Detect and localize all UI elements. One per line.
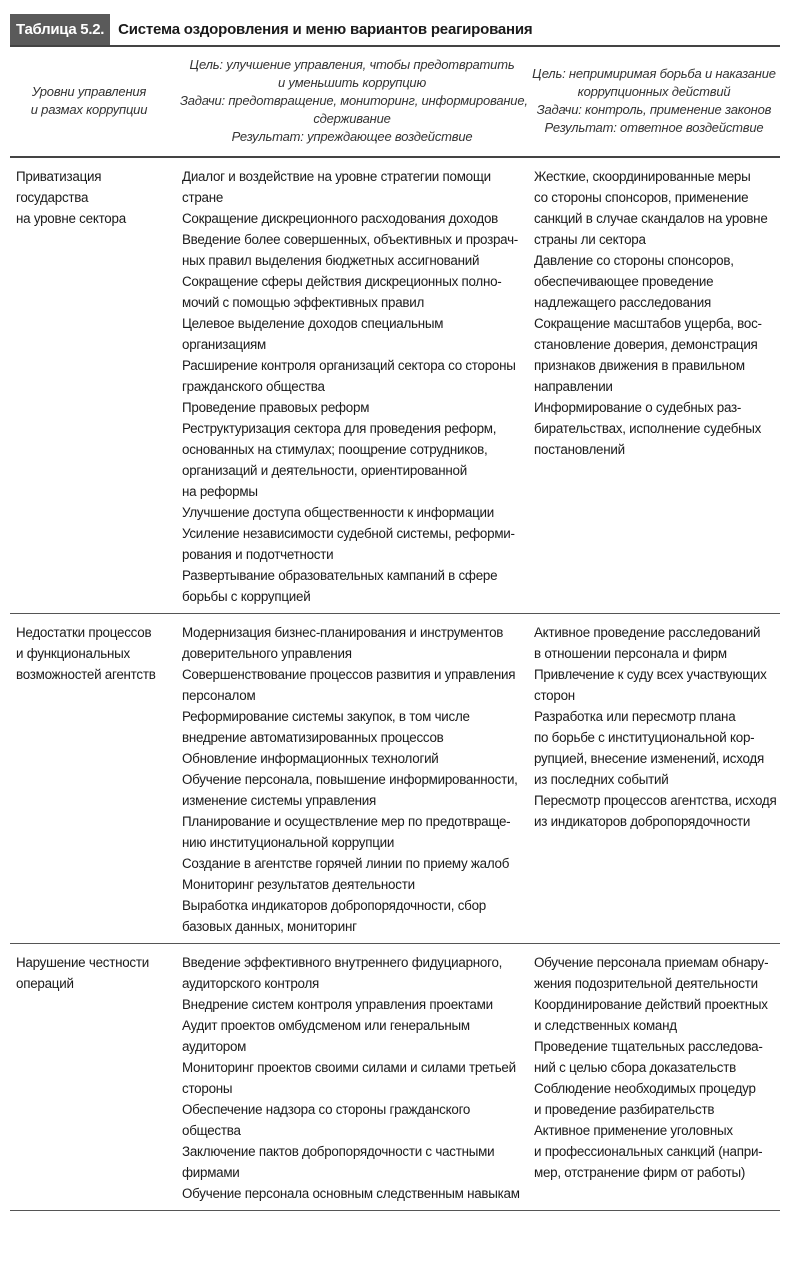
cell-line: Обновление информационных технологий xyxy=(182,751,439,766)
cell-line: Давление со стороны спонсоров, xyxy=(534,253,734,268)
responsive-measures-cell xyxy=(528,944,780,1211)
cell-line: становление доверия, демонстрация xyxy=(534,337,758,352)
header-line: Задачи: предотвращение, мониторинг, информирование, xyxy=(180,92,528,108)
cell-line: Привлечение к суду всех участвующих xyxy=(534,667,767,682)
header-line: и уменьшить коррупцию xyxy=(277,74,427,90)
cell-line: Жесткие, скоординированные меры xyxy=(534,169,751,184)
preventive-measures-cell xyxy=(176,944,528,1211)
cell-line: аудитором xyxy=(182,1039,247,1054)
cell-line: Создание в агентстве горячей линии по приему жалоб xyxy=(182,856,510,871)
cell-line: Диалог и воздействие на уровне стратегии помощи xyxy=(182,169,491,184)
responsive-measures-cell xyxy=(528,614,780,944)
cell-line: надлежащего расследования xyxy=(534,295,712,310)
cell-line: Целевое выделение доходов специальным xyxy=(182,316,444,331)
cell-line: Выработка индикаторов добропорядочности, сбор xyxy=(182,898,486,913)
cell-line: базовых данных, мониторинг xyxy=(182,919,357,934)
cell-line: Планирование и осуществление мер по предотвраще- xyxy=(182,814,511,829)
cell-line: бирательствах, исполнение судебных xyxy=(534,421,762,436)
header-line: Уровни управления xyxy=(31,83,147,99)
cell-line: Внедрение систем контроля управления проектами xyxy=(182,997,493,1012)
cell-line: Реформирование системы закупок, в том числе xyxy=(182,709,470,724)
header-line: сдерживание xyxy=(313,110,391,126)
cell-line: страны ли сектора xyxy=(534,232,646,247)
preventive-measures-cell xyxy=(176,157,528,614)
cell-line: Обучение персонала, повышение информированности, xyxy=(182,772,518,787)
cell-line: Сокращение дискреционного расходования доходов xyxy=(182,211,499,226)
cell-line: мочий с помощью эффективных правил xyxy=(182,295,425,310)
cell-line: мер, отстранение фирм от работы) xyxy=(534,1165,746,1180)
cell-line: Обучение персонала основным следственным навыкам xyxy=(182,1186,520,1201)
header-levels xyxy=(10,47,176,157)
level-cell xyxy=(10,614,176,944)
cell-line: Обучение персонала приемам обнару- xyxy=(534,955,769,970)
cell-line: на уровне сектора xyxy=(16,211,126,226)
header-line: Цель: непримиримая борьба и наказание xyxy=(532,65,776,81)
cell-line: доверительного управления xyxy=(182,646,352,661)
cell-line: Активное применение уголовных xyxy=(534,1123,733,1138)
table-row xyxy=(10,614,780,944)
cell-line: Введение более совершенных, объективных и прозрач- xyxy=(182,232,519,247)
cell-line: постановлений xyxy=(534,442,625,457)
cell-line: Недостатки процессов xyxy=(16,625,152,640)
header-line: коррупционных действий xyxy=(577,83,731,99)
cell-line: Сокращение сферы действия дискреционных полно- xyxy=(182,274,502,289)
header-row xyxy=(10,47,780,157)
cell-line: жения подозрительной деятельности xyxy=(534,976,758,991)
cell-line: Активное проведение расследований xyxy=(534,625,761,640)
cell-line: Информирование о судебных раз- xyxy=(534,400,742,415)
cell-line: по борьбе с институциональной кор- xyxy=(534,730,755,745)
table-body xyxy=(10,157,780,1211)
cell-line: Разработка или пересмотр плана xyxy=(534,709,736,724)
header-responsive xyxy=(528,47,780,157)
cell-line: Введение эффективного внутреннего фидуциарного, xyxy=(182,955,503,970)
cell-line: со стороны спонсоров, применение xyxy=(534,190,749,205)
cell-line: санкций в случае скандалов на уровне xyxy=(534,211,768,226)
cell-line: признаков движения в правильном xyxy=(534,358,745,373)
cell-line: направлении xyxy=(534,379,613,394)
cell-line: и функциональных xyxy=(16,646,130,661)
cell-line: основанных на стимулах; поощрение сотрудников, xyxy=(182,442,488,457)
cell-line: рования и подотчетности xyxy=(182,547,334,562)
cell-line: Координирование действий проектных xyxy=(534,997,768,1012)
cell-line: персоналом xyxy=(182,688,256,703)
cell-line: стороны xyxy=(182,1081,233,1096)
cell-line: возможностей агентств xyxy=(16,667,156,682)
table-caption xyxy=(10,14,780,45)
header-preventive xyxy=(176,47,528,157)
cell-line: Модернизация бизнес-планирования и инструментов xyxy=(182,625,504,640)
header-line: Задачи: контроль, применение законов xyxy=(536,101,772,117)
level-cell xyxy=(10,944,176,1211)
cell-line: изменение системы управления xyxy=(182,793,377,808)
cell-line: организациям xyxy=(182,337,266,352)
cell-line: Совершенствование процессов развития и управления xyxy=(182,667,516,682)
header-line: и размах коррупции xyxy=(30,101,148,117)
cell-line: аудиторского контроля xyxy=(182,976,320,991)
cell-line: Проведение правовых реформ xyxy=(182,400,370,415)
header-line: Результат: ответное воздействие xyxy=(544,119,764,135)
preventive-measures-cell xyxy=(176,614,528,944)
cell-line: Проведение тщательных расследова- xyxy=(534,1039,763,1054)
cell-line: ний с целью сбора доказательств xyxy=(534,1060,736,1075)
cell-line: Приватизация xyxy=(16,169,102,184)
header-line: Цель: улучшение управления, чтобы предотвратить xyxy=(189,56,515,72)
cell-line: и профессиональных санкций (напри- xyxy=(534,1144,763,1159)
table-number: Таблица 5.2. xyxy=(10,14,110,45)
cell-line: Реструктуризация сектора для проведения реформ, xyxy=(182,421,497,436)
cell-line: Сокращение масштабов ущерба, вос- xyxy=(534,316,762,331)
cell-line: Мониторинг проектов своими силами и силами третьей xyxy=(182,1060,516,1075)
cell-line: Нарушение честности xyxy=(16,955,149,970)
cell-line: Развертывание образовательных кампаний в сфере xyxy=(182,568,498,583)
cell-line: ных правил выделения бюджетных ассигнований xyxy=(182,253,480,268)
cell-line: Мониторинг результатов деятельности xyxy=(182,877,415,892)
cell-line: на реформы xyxy=(182,484,258,499)
cell-line: Усиление независимости судебной системы, реформи- xyxy=(182,526,515,541)
cell-line: и следственных команд xyxy=(534,1018,677,1033)
table-title: Система оздоровления и меню вариантов реагирования xyxy=(118,21,533,38)
cell-line: Обеспечение надзора со стороны гражданского xyxy=(182,1102,471,1117)
cell-line: Пересмотр процессов агентства, исходя xyxy=(534,793,777,808)
cell-line: внедрение автоматизированных процессов xyxy=(182,730,444,745)
table-row xyxy=(10,157,780,614)
cell-line: государства xyxy=(16,190,89,205)
cell-line: Соблюдение необходимых процедур xyxy=(534,1081,756,1096)
cell-line: сторон xyxy=(534,688,575,703)
header-line: Результат: упреждающее воздействие xyxy=(231,128,473,144)
cell-line: борьбы с коррупцией xyxy=(182,589,311,604)
cell-line: Аудит проектов омбудсменом или генеральным xyxy=(182,1018,470,1033)
cell-line: нию институциональной коррупции xyxy=(182,835,395,850)
cell-line: гражданского общества xyxy=(182,379,325,394)
response-table xyxy=(10,47,780,1211)
cell-line: Заключение пактов добропорядочности с частными xyxy=(182,1144,495,1159)
cell-line: в отношении персонала и фирм xyxy=(534,646,727,661)
cell-line: Улучшение доступа общественности к информации xyxy=(182,505,495,520)
cell-line: из индикаторов добропорядочности xyxy=(534,814,751,829)
cell-line: из последних событий xyxy=(534,772,669,787)
cell-line: и проведение разбирательств xyxy=(534,1102,715,1117)
table-container xyxy=(10,14,780,1211)
responsive-measures-cell xyxy=(528,157,780,614)
cell-line: Расширение контроля организаций сектора со стороны xyxy=(182,358,516,373)
cell-line: рупцией, внесение изменений, исходя xyxy=(534,751,764,766)
level-cell xyxy=(10,157,176,614)
cell-line: организаций и деятельности, ориентированной xyxy=(182,463,467,478)
cell-line: стране xyxy=(182,190,224,205)
cell-line: операций xyxy=(16,976,74,991)
table-row xyxy=(10,944,780,1211)
cell-line: общества xyxy=(182,1123,241,1138)
cell-line: обеспечивающее проведение xyxy=(534,274,714,289)
cell-line: фирмами xyxy=(182,1165,240,1180)
